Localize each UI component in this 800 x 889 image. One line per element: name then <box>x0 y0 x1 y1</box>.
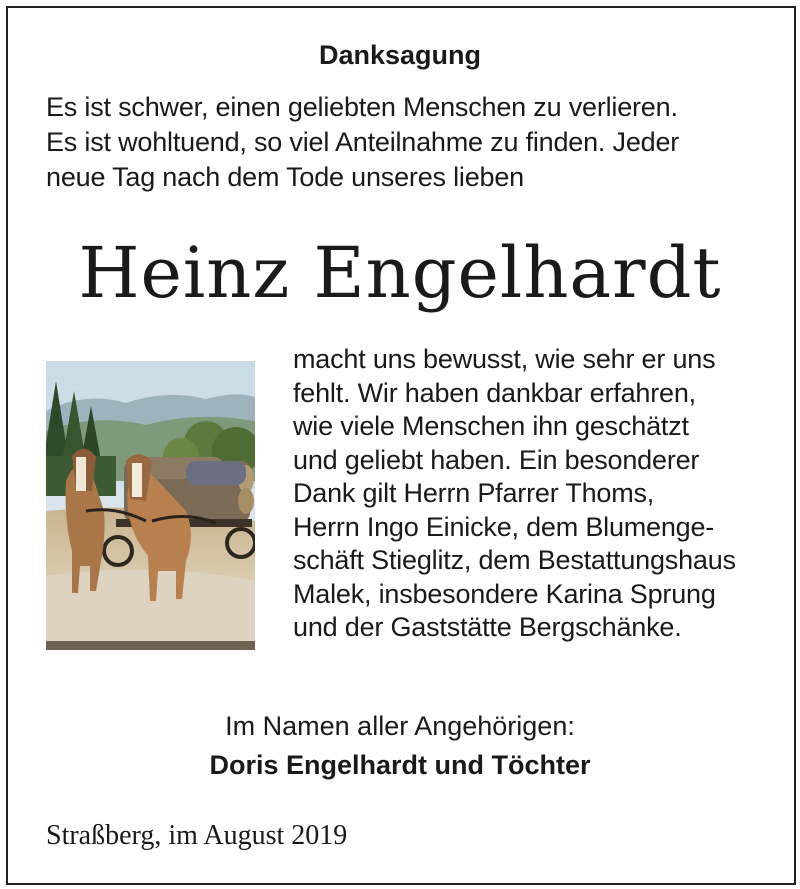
thanks-paragraph <box>293 343 773 645</box>
notice-title: Danksagung <box>318 40 482 70</box>
intro-line: Es ist schwer, einen geliebten Menschen zu verlieren. <box>46 92 678 122</box>
behalf-line: Im Namen aller Angehörigen: <box>225 711 575 741</box>
horse-wagon-painting <box>46 361 255 650</box>
body-line: und der Gaststätte Bergschänke. <box>293 612 682 642</box>
body-line: schäft Stieglitz, dem Bestattungshaus <box>293 545 736 575</box>
signature: Doris Engelhardt und Töchter <box>209 750 591 780</box>
intro-paragraph <box>46 90 766 195</box>
body-line: wie viele Menschen ihn geschätzt <box>293 411 689 441</box>
deceased-name: Heinz Engelhardt <box>78 232 722 314</box>
body-line: Herrn Ingo Einicke, dem Blumenge- <box>293 511 715 542</box>
body-line: Malek, insbesondere Karina Sprung <box>293 578 716 609</box>
intro-line: Es ist wohltuend, so viel Anteilnahme zu finden. Jeder <box>46 127 680 157</box>
body-line: macht uns bewusst, wie sehr er uns <box>293 344 716 374</box>
place-date: Straßberg, im August 2019 <box>46 820 348 851</box>
body-line: Dank gilt Herrn Pfarrer Thoms, <box>293 478 655 508</box>
body-line: und geliebt haben. Ein besonderer <box>293 444 700 475</box>
intro-line: neue Tag nach dem Tode unseres lieben <box>46 162 524 192</box>
body-line: fehlt. Wir haben dankbar erfahren, <box>293 377 696 408</box>
